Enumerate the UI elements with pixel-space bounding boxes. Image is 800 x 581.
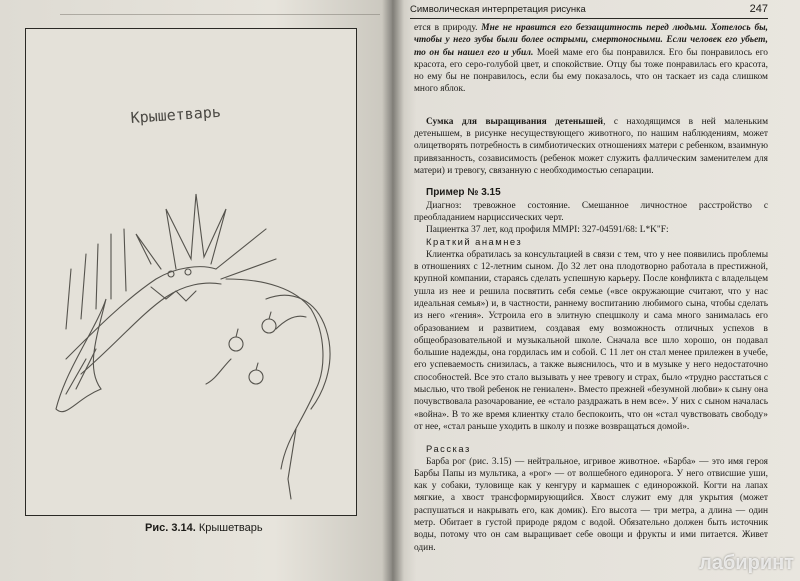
watermark-logo: лабиринт <box>699 552 794 574</box>
caption-number: Рис. 3.14. <box>145 522 196 534</box>
intro-italic-1: Мне не нравится его беззащитность перед людьми. <box>481 23 708 33</box>
right-page-text <box>414 22 768 554</box>
example-title: Пример № 3.15 <box>426 187 501 199</box>
figure-caption <box>145 522 263 534</box>
bag-term: Сумка для выращивания детенышей <box>426 116 604 127</box>
intro-text-1: ется в природу. <box>414 23 482 33</box>
running-head: Символическая интерпретация рисунка <box>410 4 586 15</box>
book-gutter <box>382 0 404 581</box>
diagnosis: Диагноз: тревожное состояние. Смешанное личностное расстройство с преобладанием нарциссических черт. <box>414 200 768 223</box>
story-heading: Рассказ <box>426 443 471 455</box>
anamnesis-heading: Краткий анамнез <box>426 236 523 248</box>
patient-info: Пациентка 37 лет, код профиля MMPI: 327-04591/68: L*K"F: <box>426 225 669 236</box>
anamnesis-text: Клиентка обратилась за консультацией в связи с тем, что у нее появились проблемы в отношениях с 12-летним сыном. До 32 лет она плодотворно работала в престижной, крупной компании, стараясь сделать успешную карьеру. После конфликта с владельцем ушла из нее и решила посвятить себя семье («все окружающие считают, что у нас идеальная семья») и, в частности, раннему воспитанию любимого сына, чтобы сделать из него «гения». Устроила его в элитную спецшколу и сама много занималась его образованием и развитием, создавая ему возможность отличных успехов в общеобразовательной и музыкальной школе. Сначала все шло хорошо, он подавал большие надежды, она гордилась им и собой. С 11 лет он стал менее прилежен в учебе, его успеваемость снизилась, а также выяснилось, что и в музыке у него недостаточно способностей. Все это стало вызывать у нее тревогу и страх, было «трудно расстаться с мыслью, что твой ребенок не гениален». Вместо прежней «безумной любви» к сыну она почувствовала разочарование, ее «стало раздражать в нем все». У них с сыном началась «война». В то же время клиентку стало беспокоить, что он «стал чувствовать свободу» от нее, «стал раньше уходить в школу и позже возвращаться домой». <box>414 249 768 432</box>
story-text: Барба рог (рис. 3.15) — нейтральное, игривое животное. «Барба» — это имя героя Барбы Папы из мультика, а «рог» — от волшебного единорога. У него отвисшие уши, как у собаки, туловище как у кенгуру и кармашек с единорожкой. Когти на лапах мягкие, а хвост трансформирующийся. Хвост служит ему для укрытия (может распушаться и накрывать его, как домик). Его высота — три метра, а длина — один метр. Обитает в густой природе рядом с водой. Обязательно должен быть источник воды, потому что он сам выращивает себе овощи и фрукты и ими питается. Живет один. <box>414 456 768 553</box>
bag-text: , с находящимся в ней маленьким детенышем, в рисунке несуществующего животного, по нашим наблюдениям, может олицетворять потребность в симбиотических отношениях матери с ребенком, взаимную привязанность, созависимость (ребенок может служить фаллическим заменителем для матери) и тревогу, связанную с необходимостью сепарации. <box>414 116 768 176</box>
page-number: 247 <box>749 3 768 15</box>
intro-italic-2: Хотелось бы, чтобы у него зубы были более острыми, смертоносными. <box>414 23 768 46</box>
caption-title: Крышетварь <box>198 522 263 534</box>
bag-paragraph <box>414 116 768 177</box>
intro-paragraph <box>414 22 768 96</box>
right-running-header <box>410 2 768 19</box>
intro-text-2: Моей маме его бы понравился. Его бы понравилось его красота, его серо-голубой цвет, и спокойствие. Отцу бы тоже понравилась его красота, но ему бы не понравилось, если бы ему показалось, что он таскает из сада слишком много яблок. <box>414 47 768 95</box>
left-bleed-through-header <box>60 2 380 15</box>
figure-handwritten-label: Крышетварь <box>130 102 222 127</box>
intro-italic-3: Если человек его убьет, то он бы нашел его и убил. <box>414 35 769 58</box>
animal-drawing <box>26 29 356 515</box>
figure-frame <box>25 28 357 516</box>
